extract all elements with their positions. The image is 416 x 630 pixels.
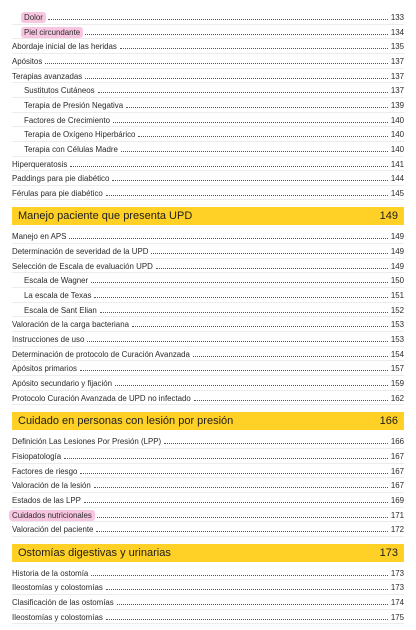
section-title: Manejo paciente que presenta UPD — [18, 210, 193, 223]
toc-entry-page-number: 169 — [390, 495, 404, 505]
toc-entry[interactable] — [12, 170, 404, 184]
toc-entry[interactable] — [12, 521, 404, 535]
toc-entry[interactable] — [12, 185, 404, 199]
toc-entry[interactable] — [12, 390, 404, 404]
toc-entry-page-number: 167 — [390, 466, 404, 476]
toc-entry-page-number: 166 — [390, 437, 404, 447]
toc-entry-page-number: 140 — [390, 130, 404, 140]
dot-leader — [97, 516, 388, 518]
toc-entry[interactable] — [12, 9, 404, 23]
toc-entry-label: Factores de Crecimiento — [24, 115, 110, 125]
dot-leader — [120, 47, 388, 49]
toc-entry-page-number: 172 — [390, 525, 404, 535]
dot-leader — [164, 442, 388, 444]
dot-leader — [98, 91, 388, 93]
dot-leader — [70, 165, 388, 167]
dot-leader — [126, 106, 388, 108]
toc-entry-label: Ileostomías y colostomías — [12, 612, 103, 622]
toc-entry[interactable] — [12, 258, 404, 272]
toc-entry-label: Terapias avanzadas — [12, 71, 83, 81]
toc-entry[interactable] — [12, 375, 404, 389]
toc-entry-page-number: 140 — [390, 144, 404, 154]
toc-entry-label-highlighted: Piel circundante — [21, 27, 83, 38]
toc-entry[interactable] — [12, 463, 404, 477]
toc-entry-page-number: 157 — [390, 364, 404, 374]
dot-leader — [117, 603, 388, 605]
toc-entry-label: Escala de Sant Elian — [24, 305, 97, 315]
toc-entry-page-number: 167 — [390, 451, 404, 461]
dot-leader — [80, 369, 388, 371]
row-divider — [12, 404, 404, 405]
dot-leader — [112, 179, 388, 181]
row-divider — [12, 623, 404, 624]
dot-leader — [85, 33, 388, 35]
toc-entry-page-number: 173 — [390, 568, 404, 578]
toc-entry-page-number: 152 — [390, 305, 404, 315]
section-header[interactable] — [12, 412, 404, 430]
toc-entry-label: Valoración de la lesión — [12, 481, 91, 491]
toc-entry-label: La escala de Texas — [24, 291, 92, 301]
toc-entry-page-number: 153 — [390, 320, 404, 330]
dot-leader — [194, 399, 388, 401]
dot-leader — [115, 384, 388, 386]
toc-entry-label: Terapia con Células Madre — [24, 144, 118, 154]
toc-entry-label: Factores de riesgo — [12, 466, 78, 476]
toc-entry-label: Apósito secundario y fijación — [12, 378, 113, 388]
section-page-number: 149 — [379, 210, 398, 223]
toc-entry-page-number: 135 — [390, 42, 404, 52]
dot-leader — [193, 355, 388, 357]
section-header[interactable] — [12, 207, 404, 225]
toc-entry-page-number: 162 — [390, 393, 404, 403]
toc-entry-page-number: 154 — [390, 349, 404, 359]
toc-entry[interactable] — [12, 112, 404, 126]
section-page-number: 173 — [379, 546, 398, 559]
toc-entry-page-number: 173 — [390, 583, 404, 593]
toc-entry-label: Sustitutos Cutáneos — [24, 86, 95, 96]
section-title: Cuidado en personas con lesión por presión — [18, 415, 234, 428]
dot-leader — [151, 252, 388, 254]
toc-entry-label: Valoración de la carga bacteriana — [12, 320, 129, 330]
toc-entry-label: Férulas para pie diabético — [12, 188, 103, 198]
dot-leader — [156, 267, 388, 269]
toc-entry[interactable] — [12, 302, 404, 316]
toc-entry-page-number: 137 — [390, 71, 404, 81]
dot-leader — [106, 194, 388, 196]
toc-entry[interactable] — [12, 346, 404, 360]
toc-entry-label: Hiperqueratosis — [12, 159, 68, 169]
toc-entry-label: Terapia de Presión Negativa — [24, 100, 124, 110]
toc-entry-page-number: 150 — [390, 276, 404, 286]
toc-entry-label-highlighted: Dolor — [21, 12, 46, 23]
toc-entry-page-number: 137 — [390, 56, 404, 66]
toc-entry[interactable] — [12, 272, 404, 286]
toc-entry[interactable] — [12, 126, 404, 140]
toc-entry-label: Apósitos primarios — [12, 364, 77, 374]
toc-entry[interactable] — [12, 477, 404, 491]
toc-entry-label: Valoración del paciente — [12, 525, 94, 535]
dot-leader — [96, 530, 388, 532]
toc-entry-label: Definición Las Lesiones Por Presión (LPP) — [12, 437, 162, 447]
toc-entry[interactable] — [12, 316, 404, 330]
toc-entry-label: Instrucciones de uso — [12, 335, 85, 344]
dot-leader — [48, 18, 388, 20]
toc-entry-label: Determinación de protocolo de Curación Avanzada — [12, 349, 190, 359]
toc-entry-label: Clasificación de las ostomías — [12, 598, 114, 608]
dot-leader — [106, 618, 388, 620]
toc-entry-page-number: 140 — [390, 115, 404, 125]
toc-entry-page-number: 149 — [390, 261, 404, 271]
toc-entry-label: Protocolo Curación Avanzada de UPD no infectado — [12, 393, 191, 403]
toc-entry-page-number: 133 — [390, 13, 404, 22]
section-header[interactable] — [12, 544, 404, 562]
dot-leader — [138, 135, 388, 137]
toc-entry-label: Abordaje inicial de las heridas — [12, 42, 117, 52]
toc-entry[interactable] — [12, 156, 404, 170]
toc-entry-page-number: 144 — [390, 174, 404, 184]
toc-entry-label: Paddings para pie diabético — [12, 174, 110, 184]
toc-entry-page-number: 174 — [390, 598, 404, 608]
dot-leader — [85, 77, 388, 79]
dot-leader — [87, 340, 388, 342]
toc-entry[interactable] — [12, 38, 404, 52]
toc-entry[interactable] — [12, 594, 404, 608]
toc-entry-page-number: 171 — [390, 510, 404, 520]
dot-leader — [69, 237, 388, 239]
toc-entry-label: Escala de Wagner — [24, 276, 89, 286]
dot-leader — [106, 588, 388, 590]
toc-entry-label: Apósitos — [12, 56, 43, 66]
dot-leader — [64, 457, 388, 459]
toc-entry[interactable] — [12, 141, 404, 155]
toc-entry-page-number: 139 — [390, 100, 404, 110]
dot-leader — [80, 472, 388, 474]
toc-entry-page-number: 149 — [390, 232, 404, 242]
toc-entry[interactable] — [12, 579, 404, 593]
dot-leader — [121, 150, 388, 152]
toc-entry-label: Historia de la ostomía — [12, 568, 89, 578]
section-page-number: 166 — [379, 415, 398, 428]
toc-entry-page-number: 159 — [390, 378, 404, 388]
toc-entry[interactable] — [12, 287, 404, 301]
toc-entry[interactable] — [12, 448, 404, 462]
toc-entry-label: Ileostomías y colostomías — [12, 583, 103, 593]
dot-leader — [100, 311, 388, 313]
row-divider — [12, 199, 404, 200]
toc-entry-page-number: 141 — [390, 159, 404, 169]
toc-entry-page-number: 149 — [390, 247, 404, 257]
toc-entry[interactable] — [12, 331, 404, 345]
toc-entry-label: Fisiopatología — [12, 451, 62, 461]
toc-entry[interactable] — [12, 609, 404, 623]
toc-entry-label: Terapia de Oxígeno Hiperbárico — [24, 130, 136, 140]
toc-entry-page-number: 137 — [390, 86, 404, 96]
dot-leader — [132, 325, 388, 327]
toc-entry[interactable] — [12, 433, 404, 447]
toc-entry-page-number: 145 — [390, 188, 404, 198]
dot-leader — [84, 501, 388, 503]
toc-entry[interactable] — [12, 228, 404, 242]
toc-entry[interactable] — [12, 507, 404, 521]
toc-entry-label-highlighted: Cuidados nutricionales — [9, 510, 95, 521]
toc-entry[interactable] — [12, 53, 404, 67]
toc-entry[interactable] — [12, 24, 404, 38]
dot-leader — [91, 281, 388, 283]
section-title: Ostomías digestivas y urinarias — [18, 546, 171, 559]
row-divider — [12, 536, 404, 537]
toc-entry-label: Determinación de severidad de la UPD — [12, 247, 149, 257]
toc-entry-page-number: 134 — [390, 27, 404, 37]
toc-entry[interactable] — [12, 82, 404, 96]
dot-leader — [113, 121, 388, 123]
dot-leader — [91, 574, 388, 576]
toc-entry[interactable] — [12, 565, 404, 579]
dot-leader — [45, 62, 388, 64]
toc-entry-page-number: 153 — [390, 335, 404, 344]
toc-entry[interactable] — [12, 243, 404, 257]
toc-entry[interactable] — [12, 97, 404, 111]
toc-entry[interactable] — [12, 492, 404, 506]
toc-entry-label: Selección de Escala de evaluación UPD — [12, 261, 153, 271]
dot-leader — [94, 296, 388, 298]
toc-entry-page-number: 151 — [390, 291, 404, 301]
toc-entry-page-number: 175 — [390, 612, 404, 622]
toc-entry[interactable] — [12, 360, 404, 374]
toc-entry-page-number: 167 — [390, 481, 404, 491]
toc-entry-label: Estados de las LPP — [12, 495, 81, 505]
toc-entry-label: Manejo en APS — [12, 232, 67, 242]
dot-leader — [94, 486, 388, 488]
toc-entry[interactable] — [12, 68, 404, 82]
